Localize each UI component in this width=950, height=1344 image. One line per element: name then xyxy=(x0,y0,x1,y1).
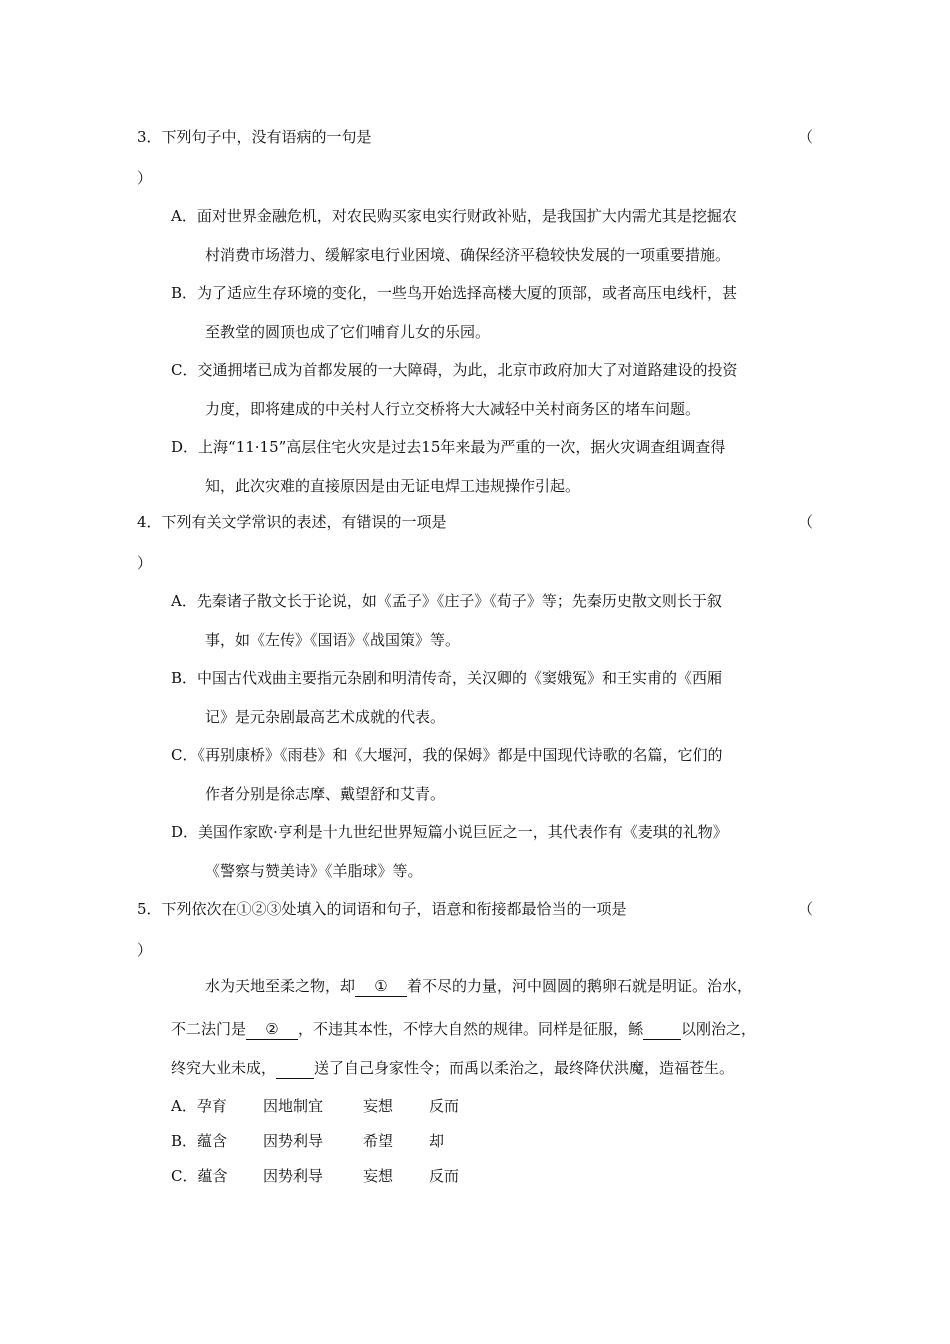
option-a-word-3: 妄想 xyxy=(363,1097,394,1115)
option-c-word-3: 妄想 xyxy=(363,1167,394,1185)
question-4-stem: 4．下列有关文学常识的表述，有错误的一项是 xyxy=(137,513,447,531)
question-3-option-a-line2: 村消费市场潜力、缓解家电行业困境、确保经济平稳较快发展的一项重要措施。 xyxy=(205,246,731,264)
question-4-option-c-line2: 作者分别是徐志摩、戴望舒和艾青。 xyxy=(205,785,446,803)
option-row-a xyxy=(171,1096,459,1116)
question-4-option-c-line1: C．《再别康桥》《雨巷》和《大堰河，我的保姆》都是中国现代诗歌的名篇，它们的 xyxy=(171,746,723,764)
option-row-c xyxy=(171,1166,459,1186)
question-4-option-a-line1: A．先秦诸子散文长于论说，如《孟子》《庄子》《荀子》等；先秦历史散文则长于叙 xyxy=(171,592,722,610)
question-3-stem: 3．下列句子中，没有语病的一句是 xyxy=(137,128,372,146)
question-3-option-d-line2: 知，此次灾难的直接原因是由无证电焊工违规操作引起。 xyxy=(205,477,581,495)
question-3-open-paren: （ xyxy=(798,128,814,146)
question-4-open-paren: （ xyxy=(798,513,814,531)
question-5-open-paren: （ xyxy=(798,900,814,918)
question-4-option-b-line2: 记》是元杂剧最高艺术成就的代表。 xyxy=(205,708,446,726)
option-c-word-2: 因势利导 xyxy=(263,1167,324,1185)
question-4-option-d-line2: 《警察与赞美诗》《羊脂球》等。 xyxy=(205,862,423,880)
question-3-option-d-line1: D．上海“11·15”高层住宅火灾是过去15年来最为严重的一次，据火灾调查组调查得 xyxy=(171,438,726,456)
question-3-option-b-line2: 至教堂的圆顶也成了它们哺育儿女的乐园。 xyxy=(205,323,491,341)
option-a-word-2: 因地制宜 xyxy=(263,1097,324,1115)
question-4-option-d-line1: D．美国作家欧·亨利是十九世纪世界短篇小说巨匠之一，其代表作有《麦琪的礼物》 xyxy=(171,823,728,841)
option-b-word-2: 因势利导 xyxy=(263,1132,324,1150)
passage-line-1 xyxy=(205,976,752,997)
option-a-word-1: A．孕育 xyxy=(171,1097,227,1115)
blank-1: ① xyxy=(355,976,407,997)
passage-text: 终究大业未成， xyxy=(171,1059,277,1077)
passage-text: 送了自己身家性令；而禹以柔治之，最终降伏洪魔，造福苍生。 xyxy=(314,1059,735,1077)
passage-text: 着不尽的力量，河中圆圆的鹅卵石就是明证。治水， xyxy=(407,977,753,995)
passage-text: 水为天地至柔之物，却 xyxy=(205,977,356,995)
question-4-option-a-line2: 事，如《左传》《国语》《战国策》等。 xyxy=(205,631,461,649)
question-5-stem: 5．下列依次在①②③处填入的词语和句子，语意和衔接都最恰当的一项是 xyxy=(137,900,627,918)
question-3-close-paren: ） xyxy=(137,169,153,187)
option-b-word-1: B．蕴含 xyxy=(171,1132,228,1150)
question-4-close-paren: ） xyxy=(137,554,153,572)
passage-line-2 xyxy=(171,1019,756,1040)
question-3-option-b-line1: B．为了适应生存环境的变化，一些鸟开始选择高楼大厦的顶部，或者高压电线杆，甚 xyxy=(171,284,738,302)
passage-text: 以刚治之， xyxy=(681,1020,757,1038)
passage-text: ，不违其本性，不悖大自然的规律。同样是征服，鲧 xyxy=(298,1020,644,1038)
passage-text: 不二法门是 xyxy=(171,1020,247,1038)
option-c-word-4: 反而 xyxy=(429,1167,460,1185)
option-b-word-3: 希望 xyxy=(363,1132,394,1150)
blank-3 xyxy=(643,1019,681,1040)
question-3-option-c-line1: C．交通拥堵已成为首都发展的一大障碍，为此，北京市政府加大了对道路建设的投资 xyxy=(171,361,738,379)
blank-4 xyxy=(276,1058,314,1079)
question-3-option-c-line2: 力度，即将建成的中关村人行立交桥将大大减轻中关村商务区的堵车问题。 xyxy=(205,400,701,418)
blank-2: ② xyxy=(246,1019,298,1040)
question-5-close-paren: ） xyxy=(137,941,153,959)
option-a-word-4: 反而 xyxy=(429,1097,460,1115)
option-b-word-4: 却 xyxy=(429,1132,445,1150)
question-4-option-b-line1: B．中国古代戏曲主要指元杂剧和明清传奇，关汉卿的《窦娥冤》和王实甫的《西厢 xyxy=(171,669,723,687)
option-row-b xyxy=(171,1131,444,1151)
passage-line-3 xyxy=(171,1058,734,1079)
option-c-word-1: C．蕴含 xyxy=(171,1167,228,1185)
question-3-option-a-line1: A．面对世界金融危机，对农民购买家电实行财政补贴，是我国扩大内需尤其是挖掘农 xyxy=(171,207,737,225)
